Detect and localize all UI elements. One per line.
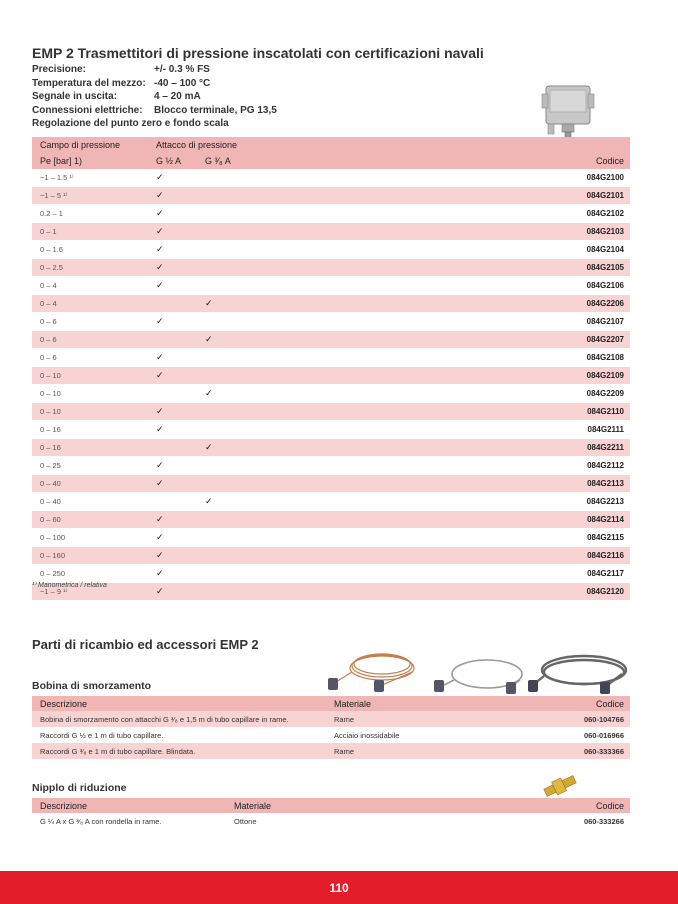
- cell-g38-check: ✓: [205, 496, 213, 506]
- cell-code: 060-104766: [583, 714, 624, 724]
- cell-g12-check: ✓: [156, 172, 164, 182]
- cell-desc: G ¼ A x G ³⁄₈ A con rondella in rame.: [40, 816, 162, 826]
- transmitter-table: [32, 137, 630, 601]
- cell-code: 084G2107: [586, 317, 624, 326]
- cell-g12-check: ✓: [156, 244, 164, 254]
- cell-g12-check: ✓: [156, 226, 164, 236]
- table-row: [32, 385, 630, 403]
- cell-range: −1 – 9 ¹⁾: [40, 587, 68, 596]
- bobina-title: Bobina di smorzamento: [32, 680, 152, 692]
- header-desc: Descrizione: [40, 800, 88, 811]
- spec-value: Blocco terminale, PG 13,5: [154, 104, 277, 116]
- cell-g12-check: ✓: [156, 262, 164, 272]
- cell-g12-check: ✓: [156, 424, 164, 434]
- table-row: [32, 313, 630, 331]
- cell-range: 0 – 16: [40, 425, 61, 434]
- cell-g12-check: ✓: [156, 478, 164, 488]
- spec-row: [32, 63, 277, 77]
- spec-label: Segnale in uscita:: [32, 91, 118, 102]
- cell-code: 084G2120: [586, 587, 624, 596]
- table-row: [32, 583, 630, 601]
- cell-range: 0 – 100: [40, 533, 66, 542]
- cell-range: 0 – 160: [40, 551, 66, 560]
- cell-range: 0 – 40: [40, 497, 61, 506]
- table-row: [32, 367, 630, 385]
- cell-code: 084G2101: [586, 191, 624, 200]
- page-footer: [0, 871, 678, 904]
- cell-range: −1 – 5 ¹⁾: [40, 191, 68, 200]
- table-row: [32, 813, 630, 829]
- cell-range: 0 – 1: [40, 227, 57, 236]
- spec-note: Regolazione del punto zero e fondo scala: [32, 118, 229, 129]
- table-row: [32, 529, 630, 547]
- cell-range: 0 – 4: [40, 299, 57, 308]
- page-number: 110: [329, 880, 349, 895]
- cell-g12-check: ✓: [156, 352, 164, 362]
- cell-g12-check: ✓: [156, 316, 164, 326]
- table-header: [32, 137, 630, 169]
- cell-range: 0 – 60: [40, 515, 61, 524]
- cell-g12-check: ✓: [156, 406, 164, 416]
- cell-code: 084G2117: [587, 569, 624, 578]
- spec-row: [32, 77, 277, 91]
- cell-range: 0 – 16: [40, 443, 61, 452]
- cell-g12-check: ✓: [156, 514, 164, 524]
- spec-list: [32, 63, 277, 131]
- cell-range: 0 – 10: [40, 389, 61, 398]
- cell-code: 084G2104: [586, 245, 624, 254]
- table-row: [32, 439, 630, 457]
- spec-value: -40 – 100 °C: [154, 77, 211, 89]
- header-g38: G ³⁄₈ A: [205, 156, 231, 166]
- header-code: Codice: [595, 156, 624, 166]
- cell-code: 084G2111: [587, 425, 624, 434]
- table-row: [32, 259, 630, 277]
- table-row: [32, 421, 630, 439]
- cell-desc: Raccordi G ½ e 1 m di tubo capillare.: [40, 730, 164, 740]
- nipplo-table: [32, 798, 630, 829]
- footnote: ¹⁾ Manometrica / relativa: [32, 582, 107, 589]
- reducing-nipple-image: [540, 774, 580, 798]
- cell-code: 060-333366: [583, 746, 624, 756]
- cell-code: 084G2114: [587, 515, 624, 524]
- table-row: [32, 403, 630, 421]
- cell-range: 0 – 10: [40, 407, 61, 416]
- table-body: [32, 169, 630, 601]
- cell-code: 084G2211: [587, 443, 624, 452]
- table-body: [32, 813, 630, 829]
- nipplo-title: Nipplo di riduzione: [32, 782, 127, 794]
- cell-desc: Bobina di smorzamento con attacchi G ³⁄₈ e 1,5 m di tubo capillare in rame.: [40, 714, 289, 724]
- cell-range: 0 – 10: [40, 371, 61, 380]
- table-row: [32, 205, 630, 223]
- cell-code: 084G2207: [586, 335, 624, 344]
- spec-value: +/- 0.3 % FS: [154, 64, 210, 75]
- cell-code: 084G2100: [586, 173, 624, 182]
- cell-range: 0 – 6: [40, 317, 57, 326]
- cell-code: 084G2106: [586, 281, 624, 290]
- cell-code: 084G2110: [587, 407, 624, 416]
- cell-material: Rame: [334, 746, 355, 756]
- header-material: Materiale: [234, 800, 272, 811]
- cell-g38-check: ✓: [205, 334, 213, 344]
- cell-g12-check: ✓: [156, 370, 164, 380]
- cell-range: 0 – 40: [40, 479, 61, 488]
- header-code: Codice: [595, 800, 624, 811]
- table-row: [32, 331, 630, 349]
- page-title: EMP 2 Trasmettitori di pressione inscatolati con certificazioni navali: [32, 45, 484, 61]
- table-row: [32, 349, 630, 367]
- cell-range: 0.2 – 1: [40, 209, 63, 218]
- cell-range: 0 – 6: [40, 353, 57, 362]
- table-row: [32, 241, 630, 259]
- spec-value: 4 – 20 mA: [154, 91, 201, 102]
- cell-code: 084G2116: [587, 551, 624, 560]
- cell-code: 084G2102: [586, 209, 624, 218]
- table-row: [32, 743, 630, 759]
- table-row: [32, 169, 630, 187]
- table-row: [32, 711, 630, 727]
- cell-range: 0 – 4: [40, 281, 57, 290]
- table-row: [32, 187, 630, 205]
- table-row: [32, 277, 630, 295]
- cell-g12-check: ✓: [156, 460, 164, 470]
- cell-g38-check: ✓: [205, 388, 213, 398]
- cell-range: 0 – 250: [40, 569, 66, 578]
- cell-material: Ottone: [234, 816, 257, 826]
- cell-code: 084G2209: [586, 389, 624, 398]
- cell-g12-check: ✓: [156, 280, 164, 290]
- cell-code: 084G2105: [586, 263, 624, 272]
- cell-code: 084G2115: [587, 533, 624, 542]
- table-header: [32, 696, 630, 711]
- header-code: Codice: [595, 698, 624, 709]
- header-material: Materiale: [334, 698, 372, 709]
- table-row: [32, 295, 630, 313]
- cell-material: Acciaio inossidabile: [334, 730, 400, 740]
- accessories-title: Parti di ricambio ed accessori EMP 2: [32, 637, 259, 652]
- spec-label: Precisione:: [32, 64, 86, 75]
- header-connection: Attacco di pressione: [156, 140, 238, 150]
- table-row: [32, 493, 630, 511]
- cell-g12-check: ✓: [156, 568, 164, 578]
- cell-range: 0 – 25: [40, 461, 61, 470]
- cell-code: 084G2113: [587, 479, 624, 488]
- cell-g12-check: ✓: [156, 532, 164, 542]
- cell-range: −1 – 1.5 ¹⁾: [40, 173, 74, 182]
- cell-code: 060-333266: [583, 816, 624, 826]
- cell-range: 0 – 1.6: [40, 245, 63, 254]
- cell-g12-check: ✓: [156, 550, 164, 560]
- spec-label: Temperatura del mezzo:: [32, 77, 146, 89]
- header-range: Campo di pressione: [40, 140, 121, 150]
- cell-range: 0 – 2.5: [40, 263, 63, 272]
- spec-row: [32, 90, 277, 104]
- table-row: [32, 727, 630, 743]
- cell-g38-check: ✓: [205, 442, 213, 452]
- table-row: [32, 457, 630, 475]
- table-header: [32, 798, 630, 813]
- transmitter-product-image: [540, 80, 598, 144]
- spec-label: Connessioni elettriche:: [32, 104, 143, 116]
- header-range-unit: Pe [bar] 1): [40, 156, 83, 166]
- cell-desc: Raccordi G ³⁄₈ e 1 m di tubo capillare. Blindata.: [40, 746, 196, 756]
- cell-code: 084G2103: [586, 227, 624, 236]
- cell-g12-check: ✓: [156, 586, 164, 596]
- cell-range: 0 – 6: [40, 335, 57, 344]
- table-row: [32, 547, 630, 565]
- cell-material: Rame: [334, 714, 355, 724]
- table-row: [32, 475, 630, 493]
- cell-code: 084G2213: [586, 497, 624, 506]
- table-row: [32, 511, 630, 529]
- header-g12: G ½ A: [156, 156, 182, 166]
- cell-code: 060-016966: [583, 730, 624, 740]
- cell-g38-check: ✓: [205, 298, 213, 308]
- table-row: [32, 565, 630, 583]
- damping-coil-images: [322, 650, 632, 698]
- cell-g12-check: ✓: [156, 190, 164, 200]
- cell-code: 084G2109: [586, 371, 624, 380]
- table-row: [32, 223, 630, 241]
- cell-code: 084G2112: [587, 461, 624, 470]
- cell-code: 084G2108: [586, 353, 624, 362]
- cell-g12-check: ✓: [156, 208, 164, 218]
- header-desc: Descrizione: [40, 698, 88, 709]
- table-body: [32, 711, 630, 759]
- bobina-table: [32, 696, 630, 759]
- cell-code: 084G2206: [586, 299, 624, 308]
- spec-row: [32, 104, 277, 118]
